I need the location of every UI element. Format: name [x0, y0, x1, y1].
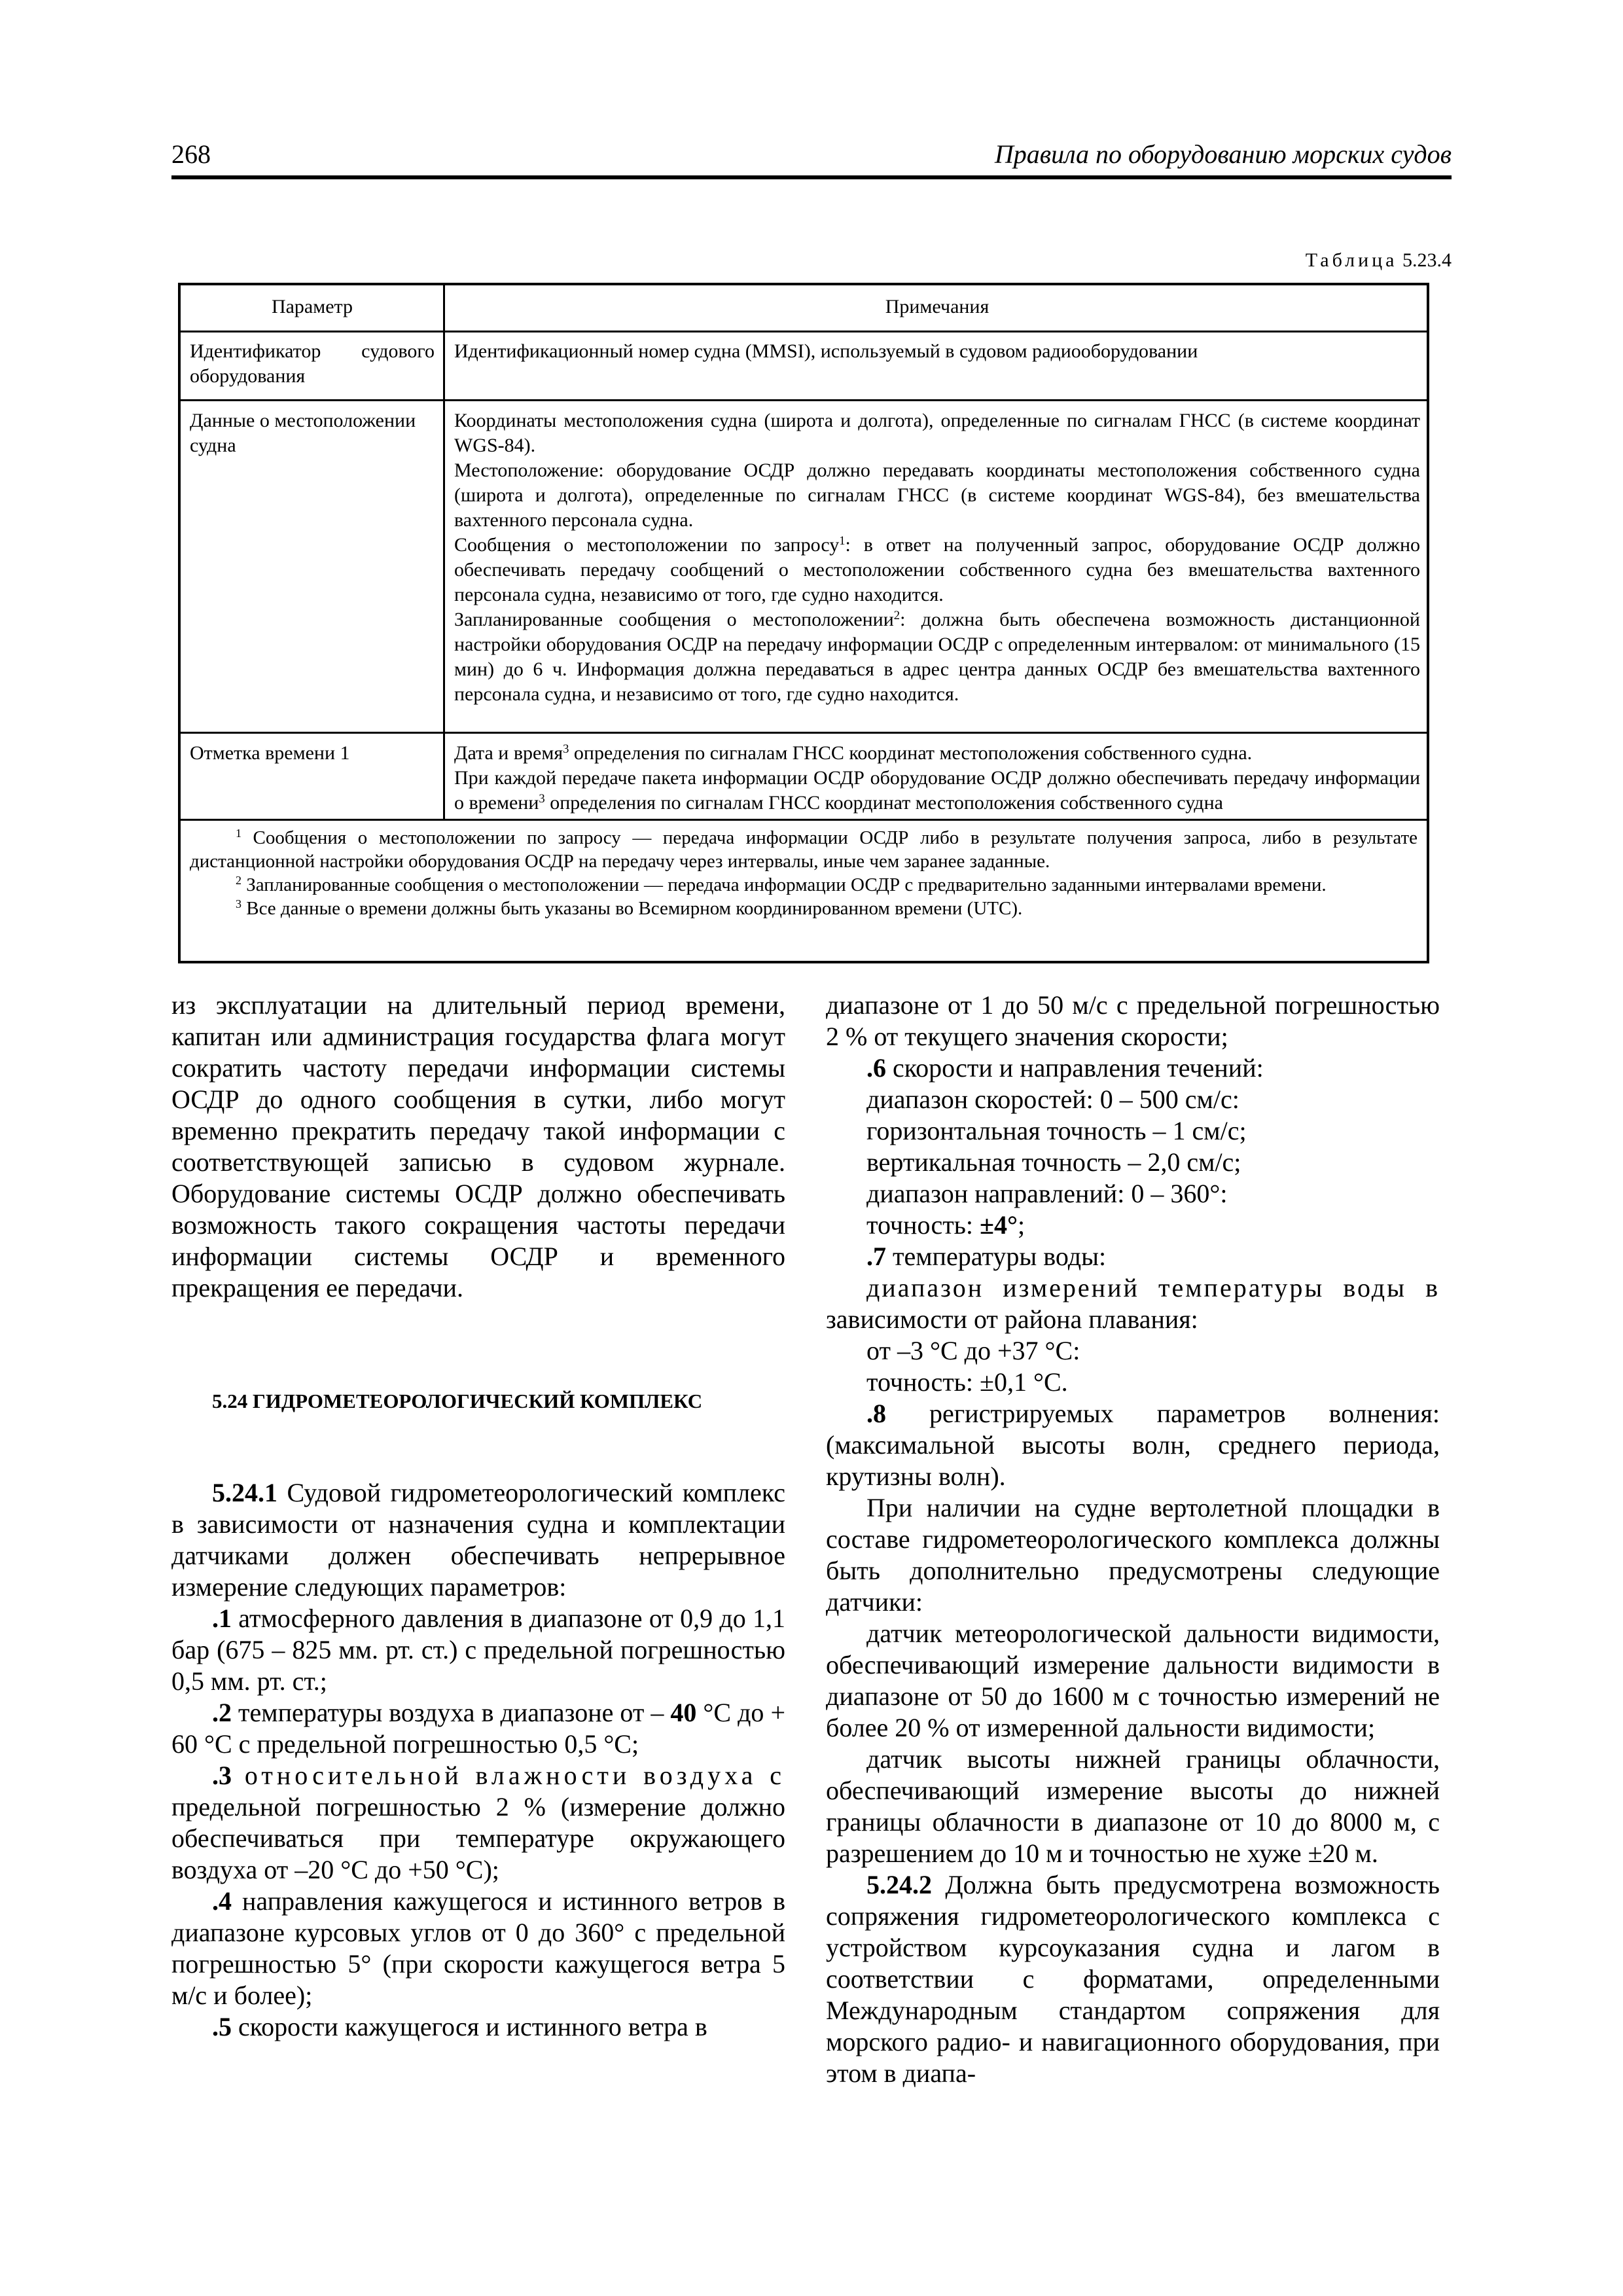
list-item-3: .3 относительной влажности воздуха с предельной погрешностью 2 % (измерение должно обеспечиваться при температуре окружающего воздуха от –20 °С до +50 °С); — [171, 1761, 785, 1884]
row-3-note-packet: При каждой передаче пакета информации ОСДР оборудование ОСДР должно обеспечивать передачу информации о времени$^3$ определения по сигналам ГНСС координат местоположения собственного судна — [454, 767, 1420, 814]
footnote-1: $^1$ Сообщения о местоположении по запросу — передача информации ОСДР либо в результате получения запроса, либо в результате дистанционной настройки оборудования ОСДР на передачу через интервалы, иные чем заранее заданные. — [190, 827, 1418, 872]
row-2-note-on-request: Сообщения о местоположении по запросу$^1$: в ответ на полученный запрос, оборудование ОСДР должно обеспечивать передачу сообщений о местоположении собственного судна без вмешательства вахтенного персонала судна, независимо от того, где судно находится. — [454, 533, 1421, 605]
list-item-5: .5 скорости кажущегося и истинного ветра в — [212, 2012, 707, 2041]
water-temperature-accuracy: точность: ±0,1 °С. — [866, 1367, 1068, 1397]
row-1-parameter: Идентификатор судового оборудования — [190, 340, 435, 387]
footnote-3: $^3$ Все данные о времени должны быть указаны во Всемирном координированном времени (UTC). — [236, 897, 1023, 919]
section-heading: 5.24 ГИДРОМЕТЕОРОЛОГИЧЕСКИЙ КОМПЛЕКС — [212, 1390, 703, 1412]
list-item-4: .4 направления кажущегося и истинного ветров в диапазоне курсовых углов от 0 до 360° с предельной погрешностью 5° (при скорости кажущегося ветра 5 м/с и более); — [171, 1886, 785, 2010]
paragraph-5-24-2: 5.24.2 Должна быть предусмотрена возможность сопряжения гидрометеорологического комплекса с устройством курсоуказания судна и лагом в соответствии с форматами, определенными Международным стандартом сопряжения для морского радио- и навигационного оборудования, при этом в диапа- — [826, 1870, 1440, 2088]
row-2-notes — [454, 408, 1420, 707]
left-text-column — [171, 990, 785, 2043]
table-row-divider — [181, 819, 1427, 821]
footnote-2: $^2$ Запланированные сообщения о местоположении — передача информации ОСДР с предварительно заданными интервалами времени. — [236, 874, 1327, 895]
header-rule — [171, 175, 1452, 179]
row-1-notes — [454, 339, 1420, 364]
parameters-table — [178, 283, 1429, 963]
table-row-divider — [181, 399, 1427, 401]
right-text-column — [826, 990, 1440, 2089]
table-caption-number: 5.23.4 — [1402, 249, 1452, 271]
row-2-note-coordinates: Координаты местоположения судна (широта и долгота), определенные по сигналам ГНСС (в системе координат WGS-84). — [454, 410, 1420, 456]
list-item-8: .8 регистрируемых параметров волнения: (максимальной высоты волн, среднего периода, крутизны волн). — [826, 1399, 1440, 1491]
row-1-note: Идентификационный номер судна (MMSI), используемый в судовом радиооборудовании — [454, 340, 1198, 362]
intro-paragraph: из эксплуатации на длительный период времени, капитан или администрация государства флага могут сократить частоту передачи информации системы ОСДР до одного сообщения в сутки, либо могут временно прекратить передачу такой информации с соответствующей записью в судовом журнале. Оборудование системы ОСДР должно обеспечивать возможность такого сокращения частоты передачи информации системы ОСДР и временного прекращения ее передачи. — [171, 990, 785, 1302]
row-2-note-scheduled: Запланированные сообщения о местоположении$^2$: должна быть обеспечена возможность дистанционной настройки оборудования ОСДР на передачу информации ОСДР с определенным интервалом: от минимального (15 мин) до 6 ч. Информация должна передаваться в адрес центра данных ОСДР без вмешательства вахтенного персонала судна, и независимо от того, где судно находится. — [454, 608, 1420, 705]
row-2-parameter: Данные о местоположении судна — [190, 410, 416, 456]
visibility-sensor-paragraph: датчик метеорологической дальности видимости, обеспечивающий измерение дальности видимости в диапазоне от 50 до 1600 м с точностью измерений не более 20 % от измеренной дальности видимости; — [826, 1619, 1440, 1742]
table-column-divider — [443, 285, 445, 819]
running-header: Правила по оборудованию морских судов — [994, 139, 1452, 169]
column-header-parameter: Параметр — [271, 296, 353, 317]
direction-range: диапазон направлений: 0 – 360°: — [866, 1179, 1228, 1208]
horizontal-accuracy: горизонтальная точность – 1 см/с; — [866, 1116, 1247, 1145]
helicopter-deck-paragraph: При наличии на судне вертолетной площадки в составе гидрометеорологического комплекса должны быть дополнительно предусмотрены следующие датчики: — [826, 1493, 1440, 1617]
table-caption-word: Таблица — [1305, 249, 1398, 271]
page-number: 268 — [171, 139, 211, 169]
row-2-note-position: Местоположение: оборудование ОСДР должно передавать координаты местоположения собственного судна (широта и долгота), определенные по сигналам ГНСС (в системе координат WGS-84), без вмешательства вахтенного персонала судна. — [454, 459, 1420, 531]
list-item-2: .2 температуры воздуха в диапазоне от – 40 °С до + 60 °С с предельной погрешностью 0,5 °С; — [171, 1698, 785, 1759]
list-item-6: .6 скорости и направления течений: — [866, 1053, 1264, 1083]
cloud-base-sensor-paragraph: датчик высоты нижней границы облачности, обеспечивающий измерение высоты до нижней границы облачности в диапазоне от 10 до 8000 м, с разрешением до 10 м и точностью не хуже ±20 м. — [826, 1744, 1440, 1868]
table-row-divider — [181, 331, 1427, 332]
row-3-notes — [454, 741, 1420, 816]
current-speed-range: диапазон скоростей: 0 – 500 см/с: — [866, 1085, 1240, 1114]
list-item-7: .7 температуры воды: — [866, 1242, 1107, 1271]
direction-accuracy: точность: ±4°; — [866, 1210, 1026, 1240]
vertical-accuracy: вертикальная точность – 2,0 см/с; — [866, 1147, 1241, 1177]
list-item-1: .1 атмосферного давления в диапазоне от 0,9 до 1,1 бар (675 – 825 мм. рт. ст.) с предельной погрешностью 0,5 мм. рт. ст.; — [171, 1604, 785, 1696]
table-caption — [1306, 249, 1452, 272]
row-3-note-datetime: Дата и время$^3$ определения по сигналам ГНСС координат местоположения собственного судна. — [454, 742, 1253, 764]
table-row-divider — [181, 732, 1427, 734]
water-temperature-range: диапазон измерений температуры воды в зависимости от района плавания: — [826, 1273, 1440, 1334]
paragraph-5-24-1: 5.24.1 Судовой гидрометеорологический комплекс в зависимости от назначения судна и комплектации датчиками должен обеспечивать непрерывное измерение следующих параметров: — [171, 1478, 785, 1602]
water-temperature-limits: от –3 °С до +37 °С: — [866, 1336, 1080, 1365]
column-header-notes: Примечания — [885, 296, 990, 317]
list-item-5-continued: диапазоне от 1 до 50 м/с с предельной погрешностью 2 % от текущего значения скорости; — [826, 990, 1440, 1051]
row-3-parameter: Отметка времени 1 — [190, 742, 350, 764]
table-footnotes — [190, 826, 1418, 920]
